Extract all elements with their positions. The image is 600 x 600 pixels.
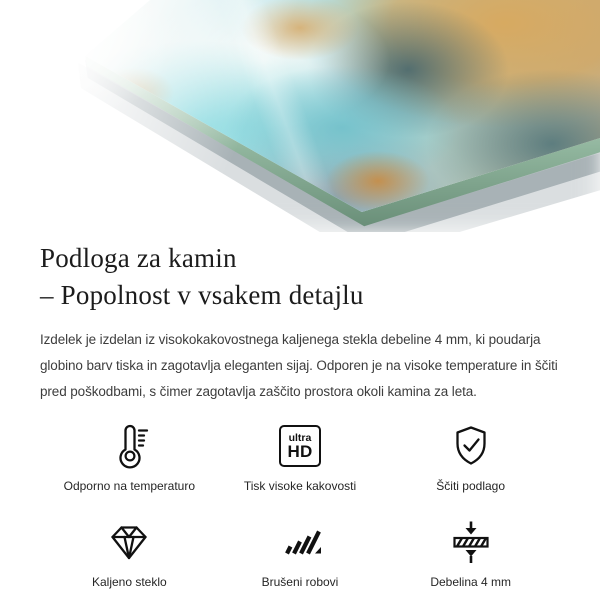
shield-check-icon (447, 422, 495, 470)
feature-label: Ščiti podlago (436, 479, 506, 493)
thermometer-icon (105, 422, 153, 470)
feature-label: Odporno na temperaturo (63, 479, 196, 493)
thickness-icon (447, 518, 495, 566)
page-title (40, 240, 560, 314)
feature-thickness (385, 518, 556, 589)
brushed-edges-icon (276, 518, 324, 566)
product-description: Izdelek je izdelan iz visokokakovostnega kaljenega stekla debeline 4 mm, ki poudarja globino barv tiska in zagotavlja eleganten sijaj. Odporen je na visoke temperature in ščiti pred poškodbami, s čimer zagotavlja zaščito prostora okoli kamina za leta. (40, 332, 558, 399)
feature-label: Kaljeno steklo (91, 575, 167, 589)
ultra-hd-text-bottom: HD (287, 441, 313, 461)
feature-label: Debelina 4 mm (430, 575, 512, 589)
feature-label: Brušeni robovi (261, 575, 339, 589)
feature-temperature-resistant (44, 422, 215, 493)
feature-print-quality (215, 422, 386, 493)
ultra-hd-icon (276, 422, 324, 470)
product-hero-image (0, 0, 600, 232)
feature-tempered-glass (44, 518, 215, 589)
feature-label: Tisk visoke kakovosti (243, 479, 357, 493)
ultra-hd-text-top: ultra (288, 431, 312, 444)
product-details (0, 232, 600, 589)
sparkle-flare-icon (0, 0, 100, 100)
feature-protects-floor (385, 422, 556, 493)
features-grid (40, 422, 560, 589)
sparkle-core (0, 0, 100, 100)
diamond-icon (105, 518, 153, 566)
title-line-1: Podloga za kamin (40, 243, 237, 273)
feature-brushed-edges (215, 518, 386, 589)
title-line-2: – Popolnost v vsakem detajlu (40, 280, 364, 310)
ultra-hd-box (279, 425, 321, 467)
